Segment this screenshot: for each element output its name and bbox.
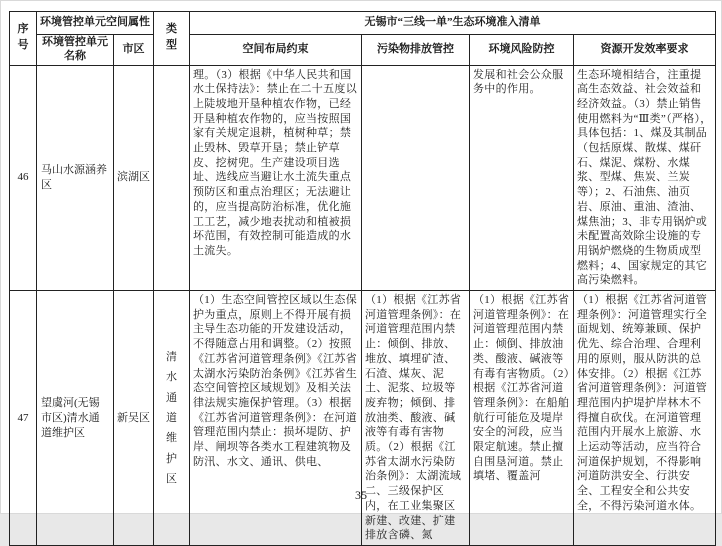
page-number: 35	[355, 488, 367, 502]
row47-no: 47	[10, 291, 37, 546]
header-col-pollution: 污染物排放管控	[362, 35, 470, 66]
row47-type	[154, 291, 190, 546]
header-col-risk: 环境风险防控	[470, 35, 574, 66]
row46-unit-name: 马山水源涵养区	[37, 65, 114, 291]
header-col-type	[154, 12, 190, 66]
header-col-unit-name: 环境管控单元名称	[37, 35, 114, 66]
row46-risk-control: 发展和社会公众服务中的作用。	[470, 65, 574, 291]
header-col-no-label: 序号	[17, 23, 29, 52]
row46-resource-efficiency: 生态环境相结合，注重提高生态效益、社会效益和经济效益。（3）禁止销售使用燃料为“Ⅲ类”（严格），具体包括：1、煤及其制品（包括原煤、散煤、煤矸石、煤泥、煤粉、水煤浆、型煤、焦炭、兰炭等）；2、石油焦、油页岩、原油、重油、渣油、煤焦油；3、非专用锅炉或未配置高效除尘设施的专用锅炉燃烧的生物质成型燃料；4、国家规定的其它高污染燃料。	[574, 65, 716, 291]
header-row-groups	[10, 12, 716, 35]
row46-no: 46	[10, 65, 37, 291]
row47-layout-constraints: （1）生态空间管控区域以生态保护为重点，原则上不得开展有损主导生态功能的开发建设活动，不得随意占用和调整。（2）按照《江苏省河道管理条例》《江苏省太湖水污染防治条例》《江苏省生态空间管控区域规划》及相关法律法规实施保护管理。（3）根据《江苏省河道管理条例》：在河道管理范围内禁止：损坏堤防、护岸、闸坝等各类水工程建筑物及防汛、水文、通讯、供电、	[190, 291, 362, 546]
row47-resource-efficiency: （1）根据《江苏省河道管理条例》：河道管理实行全面规划、统筹兼顾、保护优先、综合治理、合理利用的原则，服从防洪的总体安排。（2）根据《江苏省河道管理条例》：河道管理范围内护堤护岸林木不得擅自砍伐。在河道管理范围内开展水上旅游、水上运动等活动，应当符合河道保护规划，不得影响河道防洪安全、行洪安全、工程安全和公共安全，不得污染河道水体。	[574, 291, 716, 546]
row47-unit-name: 望虞河(无锡市区)清水通道维护区	[37, 291, 114, 546]
row47-pollution-control: （1）根据《江苏省河道管理条例》：在河道管理范围内禁止：倾倒、排放、堆放、填埋矿渣、石渣、煤灰、泥土、泥浆、垃圾等废弃物；倾倒、排放油类、酸液、碱液等有毒有害物质。（2）根据《江苏省太湖水污染防治条例》：太湖流域二、三级保护区内，在工业集聚区新建、改建、扩建排放含磷、氮	[362, 291, 470, 546]
header-col-district: 市区	[114, 35, 154, 66]
eco-access-list-table	[9, 11, 716, 546]
row47-type-label: 清水通道维护区	[166, 350, 177, 485]
row46-district: 滨湖区	[114, 65, 154, 291]
header-col-no	[10, 12, 37, 66]
header-col-type-label: 类型	[166, 23, 177, 52]
header-group-access-list: 无锡市“三线一单”生态环境准入清单	[190, 12, 716, 35]
header-col-resource: 资源开发效率要求	[574, 35, 716, 66]
header-group-space-attr: 环境管控单元空间属性	[37, 12, 154, 35]
header-row-columns	[10, 35, 716, 66]
row46-layout-constraints: 理。（3）根据《中华人民共和国水土保持法》：禁止在二十五度以上陡坡地开垦种植农作物，已经开垦种植农作物的，应当按照国家有关规定退耕，植树种草；禁止毁林、毁草开垦；禁止铲草皮、挖树兜。生产建设项目选址、选线应当避让水土流失重点预防区和重点治理区；无法避让的，应当提高防治标准，优化施工工艺，减少地表扰动和植被损坏范围，有效控制可能造成的水土流失。	[190, 65, 362, 291]
row46-pollution-control	[362, 65, 470, 291]
table-row-46	[10, 65, 716, 291]
row46-type	[154, 65, 190, 291]
row47-risk-control: （1）根据《江苏省河道管理条例》：在河道管理范围内禁止：倾倒、排放油类、酸液、碱液等有毒有害物质。（2）根据《江苏省河道管理条例》：在船舶航行可能危及堤岸安全的河段，应当限定航速。禁止擅自围垦河道。禁止填堵、覆盖河	[470, 291, 574, 546]
header-col-layout: 空间布局约束	[190, 35, 362, 66]
row47-district: 新吴区	[114, 291, 154, 546]
table-row-47	[10, 291, 716, 546]
